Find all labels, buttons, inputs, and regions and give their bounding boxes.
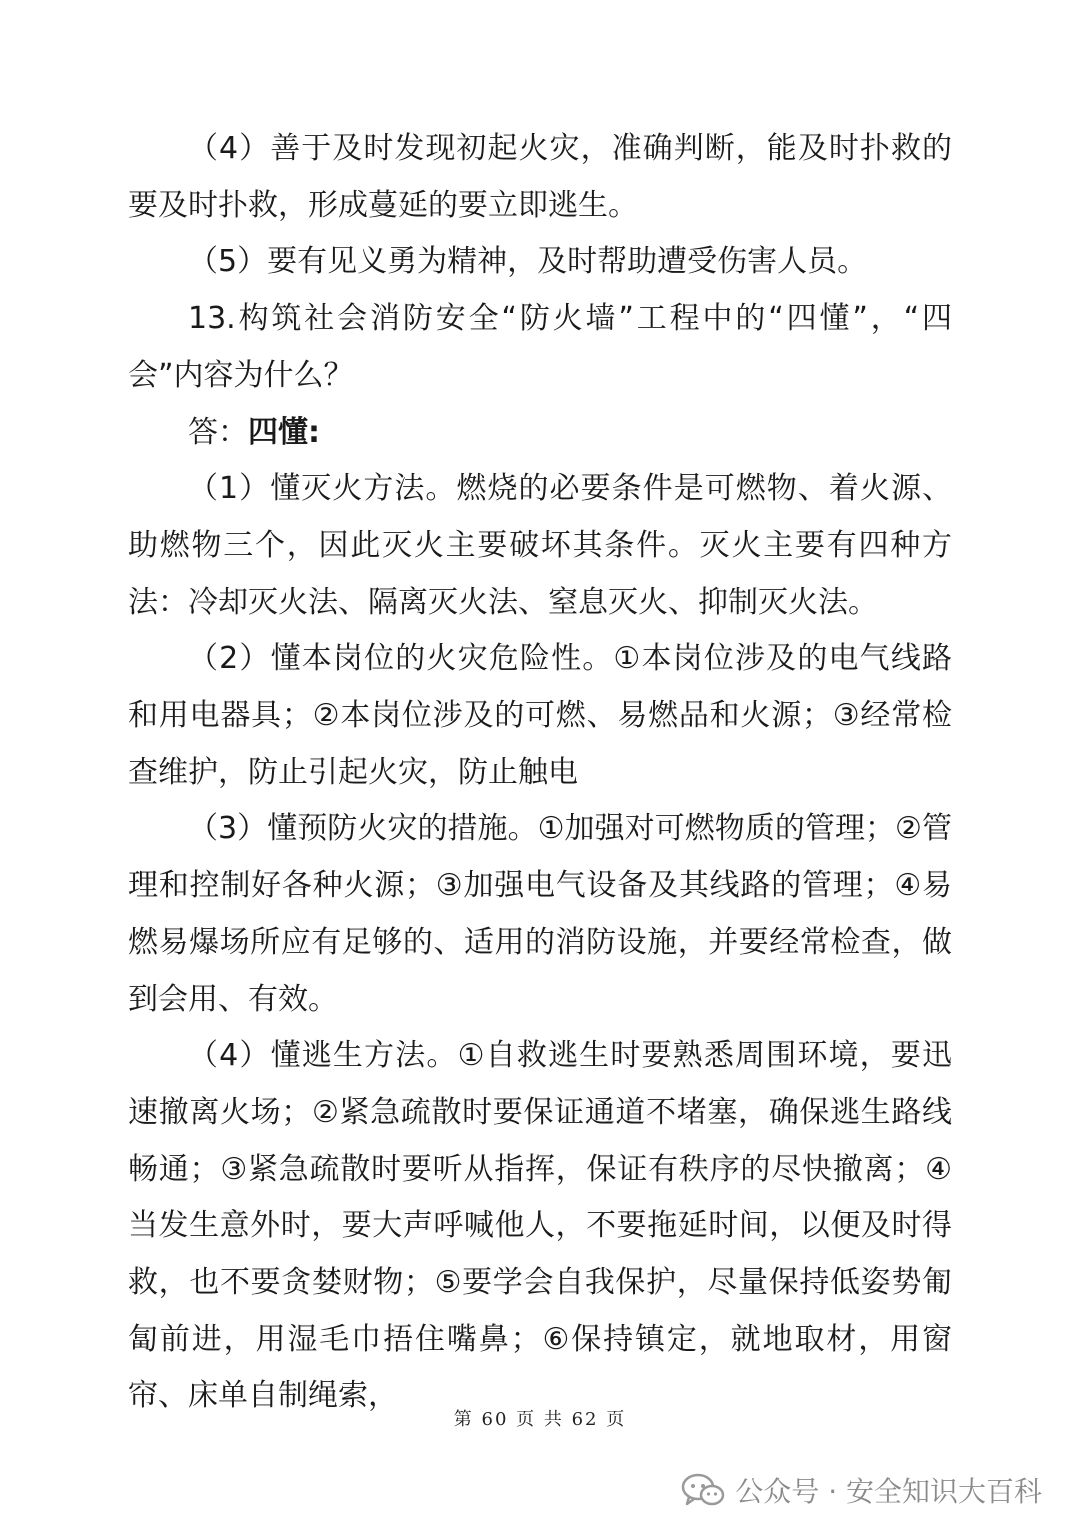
paragraph: （5）要有见义勇为精神，及时帮助遭受伤害人员。 [188, 244, 868, 280]
answer-prefix: 答： [188, 414, 248, 450]
body-text [128, 121, 952, 1425]
watermark [681, 1468, 1042, 1512]
page-footer: 第 60 页 共 62 页 [453, 1409, 627, 1430]
answer-heading [128, 405, 952, 462]
paragraph: （4）善于及时发现初起火灾，准确判断，能及时扑救的要及时扑救，形成蔓延的要立即逃生。 [128, 131, 952, 223]
paragraph: （3）懂预防火灾的措施。①加强对可燃物质的管理；②管理和控制好各种火源；③加强电气设备及其线路的管理；④易燃易爆场所应有足够的、适用的消防设施，并要经常检查，做到会用、有效。 [128, 811, 952, 1017]
answer-bold-label: 四懂: [248, 414, 320, 450]
watermark-text: 公众号 · 安全知识大百科 [735, 1475, 1042, 1508]
paragraph: （2）懂本岗位的火灾危险性。①本岗位涉及的电气线路和用电器具；②本岗位涉及的可燃、易燃品和火源；③经常检查维护，防止引起火灾，防止触电 [128, 641, 952, 790]
paragraph: （1）懂灭火方法。燃烧的必要条件是可燃物、着火源、助燃物三个，因此灭火主要破坏其条件。灭火主要有四种方法：冷却灭火法、隔离灭火法、窒息灭火、抑制灭火法。 [128, 471, 952, 620]
wechat-icon [681, 1472, 725, 1508]
question-heading: 13.构筑社会消防安全“防火墙”工程中的“四懂”，“四会”内容为什么？ [128, 301, 952, 393]
paragraph: （4）懂逃生方法。①自救逃生时要熟悉周围环境，要迅速撤离火场；②紧急疏散时要保证通道不堵塞，确保逃生路线畅通；③紧急疏散时要听从指挥，保证有秩序的尽快撤离；④当发生意外时，要大声呼喊他人，不要拖延时间，以便及时得救，也不要贪婪财物；⑤要学会自我保护，尽量保持低姿势匍匐前进，用湿毛巾捂住嘴鼻；⑥保持镇定，就地取材，用窗帘、床单自制绳索， [128, 1038, 952, 1414]
